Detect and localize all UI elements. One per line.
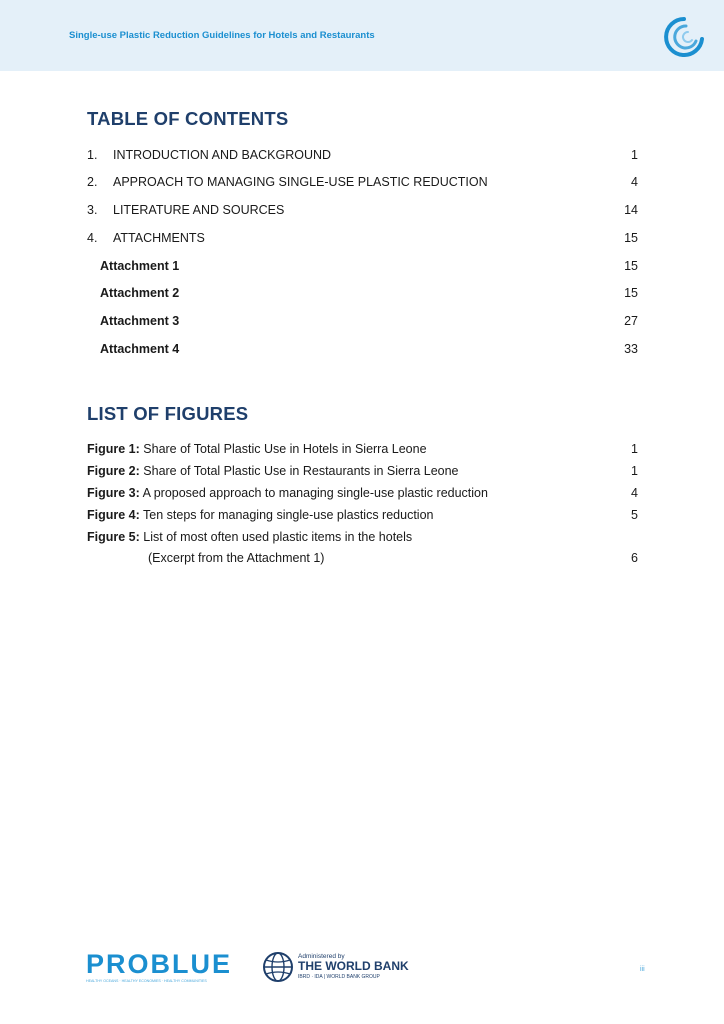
toc-page: 14 — [624, 203, 638, 217]
figure-entry — [87, 527, 412, 547]
toc-number: 1. — [87, 148, 98, 162]
header-title: Single-use Plastic Reduction Guidelines for Hotels and Restaurants — [69, 30, 375, 41]
toc-title: INTRODUCTION AND BACKGROUND — [113, 148, 332, 162]
toc-attachment-row[interactable] — [87, 256, 638, 276]
figure-row[interactable] — [87, 527, 638, 547]
figure-row[interactable] — [87, 439, 638, 459]
toc-page: 1 — [631, 148, 638, 162]
toc-attachment-title: Attachment 4 — [100, 342, 180, 356]
figure-row[interactable] — [87, 505, 638, 525]
figure-entry — [87, 483, 488, 503]
toc-title: LITERATURE AND SOURCES — [113, 203, 285, 217]
figure-entry — [87, 461, 459, 481]
toc-page: 15 — [624, 231, 638, 245]
figure-title: A proposed approach to managing single-use plastic reduction — [142, 486, 488, 500]
figure-page: 4 — [631, 486, 638, 500]
toc-row[interactable] — [87, 145, 638, 165]
toc-attachment-title: Attachment 2 — [100, 286, 180, 300]
figure-label: Figure 5: — [87, 530, 140, 544]
page-number: iii — [640, 966, 645, 973]
toc-page: 15 — [624, 286, 638, 300]
toc-attachment-row[interactable] — [87, 311, 638, 331]
toc-title: ATTACHMENTS — [113, 231, 205, 245]
toc-page: 33 — [624, 342, 638, 356]
toc-row[interactable] — [87, 228, 638, 248]
toc-page: 15 — [624, 259, 638, 273]
toc-number: 2. — [87, 175, 98, 189]
toc-row[interactable] — [87, 200, 638, 220]
figure-label: Figure 3: — [87, 486, 140, 500]
figure-page: 5 — [631, 508, 638, 522]
problue-logo — [86, 949, 242, 985]
figure-title: List of most often used plastic items in the hotels — [143, 530, 413, 544]
figure-label: Figure 2: — [87, 464, 140, 478]
toc-heading: TABLE OF CONTENTS — [87, 108, 289, 129]
figure-page: 1 — [631, 442, 638, 456]
figure-title: Share of Total Plastic Use in Hotels in Sierra Leone — [143, 442, 427, 456]
figure-page: 1 — [631, 464, 638, 478]
globe-icon — [264, 953, 292, 981]
figure-entry — [87, 505, 433, 525]
toc-page: 4 — [631, 175, 638, 189]
figure-continuation: (Excerpt from the Attachment 1) — [148, 551, 325, 565]
figure-row[interactable] — [87, 483, 638, 503]
toc-row[interactable] — [87, 172, 638, 192]
figure-label: Figure 1: — [87, 442, 140, 456]
toc-attachment-row[interactable] — [87, 283, 638, 303]
problue-wordmark: PROBLUE — [86, 949, 233, 979]
figure-title: Share of Total Plastic Use in Restaurants in Sierra Leone — [143, 464, 459, 478]
figure-row[interactable] — [87, 461, 638, 481]
wb-administered-by: Administered by — [298, 953, 345, 960]
wave-logo-icon — [664, 17, 704, 57]
wb-group: IBRD · IDA | WORLD BANK GROUP — [298, 974, 380, 980]
figure-title: Ten steps for managing single-use plastics reduction — [143, 508, 434, 522]
toc-attachment-title: Attachment 1 — [100, 259, 180, 273]
lof-heading: LIST OF FIGURES — [87, 403, 249, 424]
problue-tagline: HEALTHY OCEANS · HEALTHY ECONOMIES · HEALTHY COMMUNITIES — [86, 979, 207, 983]
toc-number: 3. — [87, 203, 98, 217]
toc-attachment-title: Attachment 3 — [100, 314, 180, 328]
world-bank-logo — [262, 950, 422, 984]
figure-page: 6 — [631, 551, 638, 565]
toc-page: 27 — [624, 314, 638, 328]
toc-number: 4. — [87, 231, 98, 245]
figure-entry — [87, 439, 427, 459]
toc-title: APPROACH TO MANAGING SINGLE-USE PLASTIC REDUCTION — [113, 175, 488, 189]
toc-attachment-row[interactable] — [87, 339, 638, 359]
figure-label: Figure 4: — [87, 508, 140, 522]
figure-row-continuation[interactable] — [87, 548, 638, 568]
wb-name: THE WORLD BANK — [298, 959, 409, 973]
